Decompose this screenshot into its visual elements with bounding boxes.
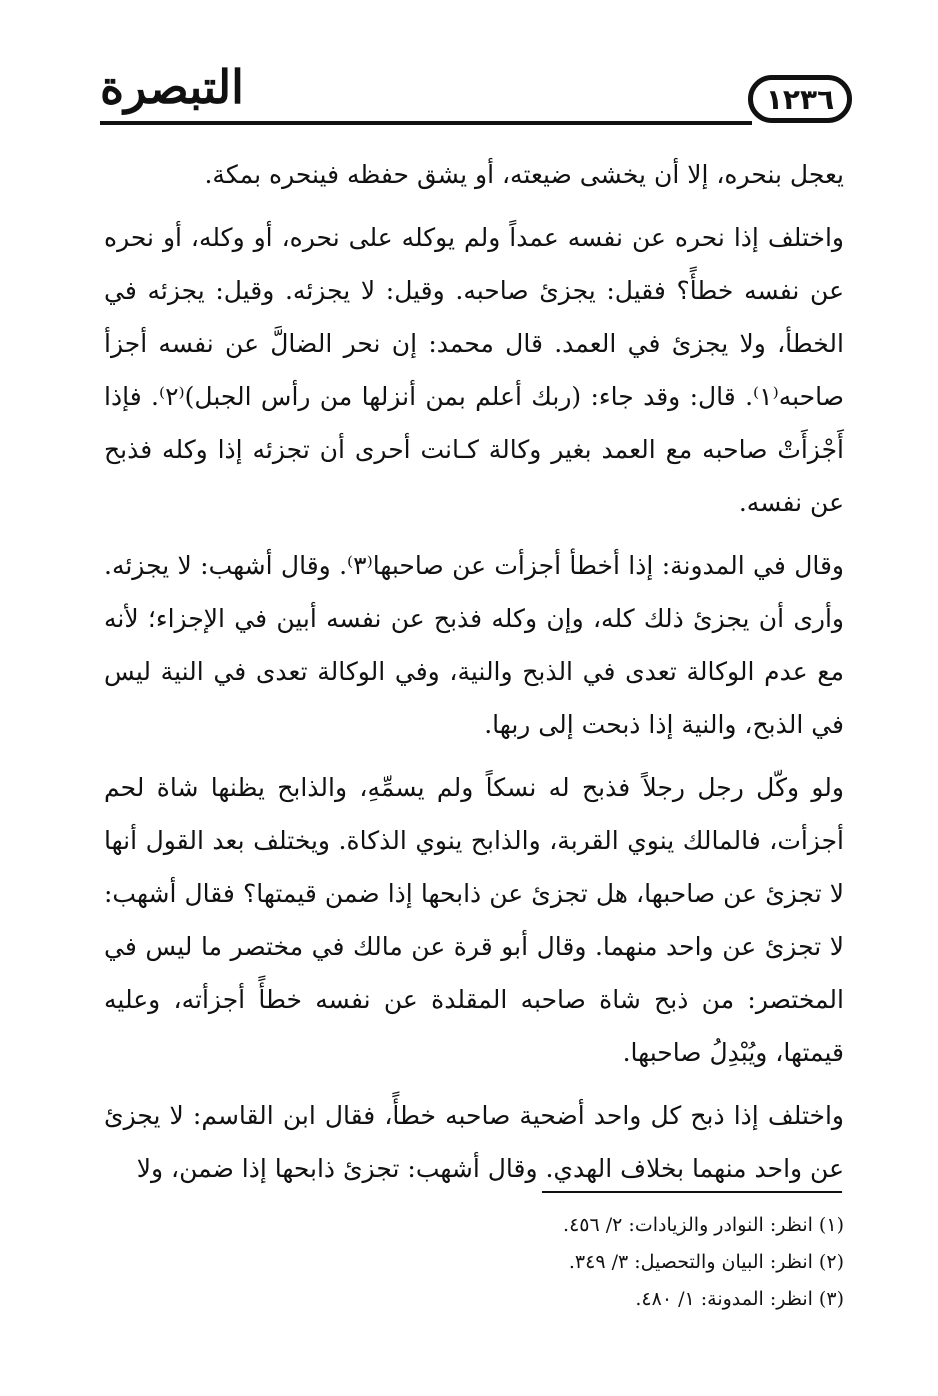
- footnote: (٢) انظر: البيان والتحصيل: ٣/ ٣٤٩.: [568, 1251, 844, 1273]
- footnotes: [104, 1207, 844, 1318]
- page-number-badge: [748, 75, 852, 123]
- footnote-separator: [542, 1191, 842, 1193]
- paragraph: يعجل بنحره، إلا أن يخشى ضيعته، أو يشق حفظه فينحره بمكة.: [204, 160, 844, 189]
- header-rule: [100, 121, 752, 125]
- footnote: (٣) انظر: المدونة: ١/ ٤٨٠.: [635, 1288, 844, 1310]
- paragraph: وقال في المدونة: إذا أخطأ أجزأت عن صاحبها⁽٣⁾. وقال أشهب: لا يجزئه. وأرى أن يجزئ ذلك كله، وإن وكله فذبح عن نفسه أبين في الإجزاء؛ لأنه مع عدم الوكالة تعدى في الذبح والنية، وفي الوكالة تعدى في النية ليس في الذبح، والنية إذا ذبحت إلى ربها.: [104, 551, 844, 739]
- paragraph: ولو وكّل رجل رجلاً فذبح له نسكاً ولم يسمِّهِ، والذابح يظنها شاة لحم أجزأت، فالمالك ينوي القربة، والذابح ينوي الذكاة. ويختلف بعد القول أنها لا تجزئ عن صاحبها، هل تجزئ عن ذابحها إذا ضمن قيمتها؟ فقال أشهب: لا تجزئ عن واحد منهما. وقال أبو قرة عن مالك في مختصر ما ليس في المختصر: من ذبح شاة صاحبه المقلدة عن نفسه خطأً أجزأته، وعليه قيمتها، ويُبْدِلُ صاحبها.: [104, 773, 844, 1067]
- body-text: [104, 148, 844, 1205]
- paragraph: واختلف إذا نحره عن نفسه عمداً ولم يوكله على نحره، أو وكله، أو نحره عن نفسه خطأً؟ فقيل: يجزئ صاحبه. وقيل: لا يجزئه. وقيل: يجزئه في الخطأ، ولا يجزئ في العمد. قال محمد: إن نحر الضالَّ عن نفسه أجزأ صاحبه⁽١⁾. قال: وقد جاء: (ربك أعلم بمن أنزلها من رأس الجبل)⁽٢⁾. فإذا أَجْزأَتْ صاحبه مع العمد بغير وكالة كـانت أحرى أن تجزئه إذا وكله فذبح عن نفسه.: [104, 223, 844, 517]
- footnote: (١) انظر: النوادر والزيادات: ٢/ ٤٥٦.: [563, 1214, 844, 1236]
- page-header: [100, 55, 852, 135]
- paragraph: واختلف إذا ذبح كل واحد أضحية صاحبه خطأً، فقال ابن القاسم: لا يجزئ عن واحد منهما بخلاف الهدي. وقال أشهب: تجزئ ذابحها إذا ضمن، ولا: [104, 1101, 844, 1183]
- page-number: ١٢٣٦: [765, 82, 835, 116]
- book-title: التبصرة: [100, 60, 244, 114]
